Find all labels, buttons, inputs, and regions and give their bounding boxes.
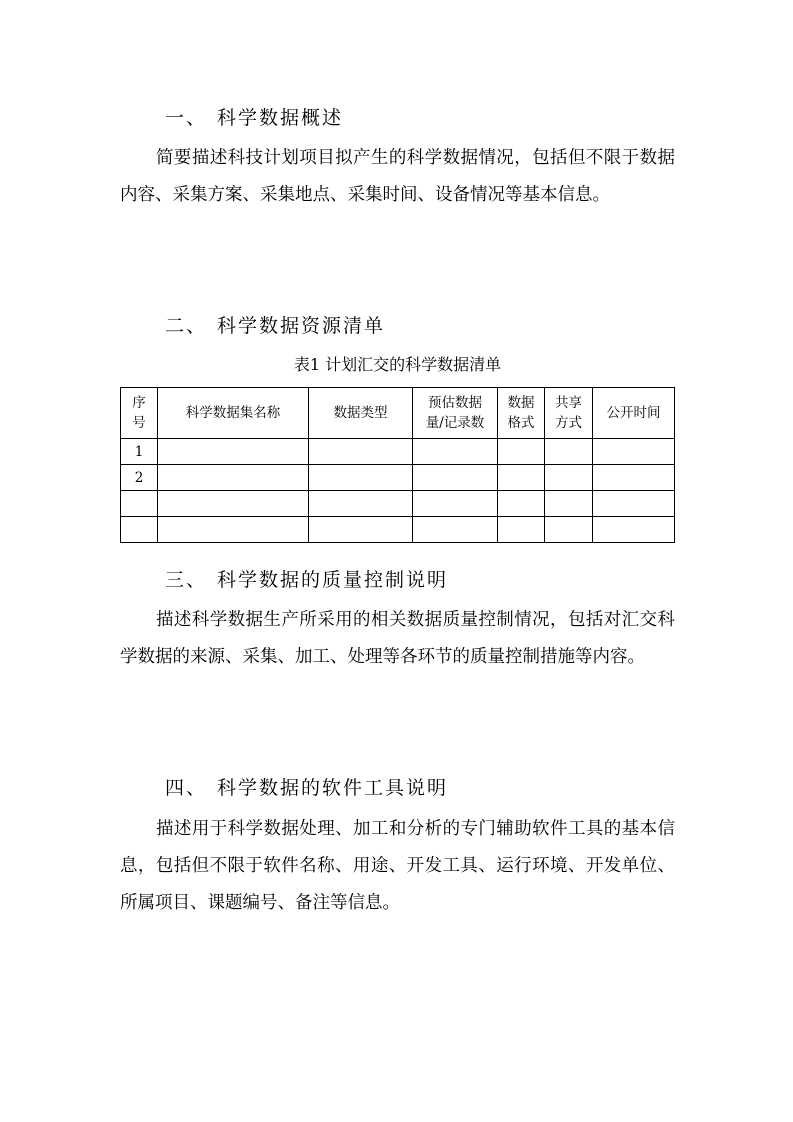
table-cell: [158, 439, 309, 465]
section-3-title: 科学数据的质量控制说明: [217, 569, 449, 591]
table-cell: [121, 517, 158, 543]
table-cell: [158, 465, 309, 491]
table-cell: 2: [121, 465, 158, 491]
section-3-number: 三、: [165, 569, 208, 591]
header-cell-data-type: 数据类型: [309, 388, 413, 439]
section-4-body: 描述用于科学数据处理、加工和分析的专门辅助软件工具的基本信息，包括但不限于软件名称、用途、开发工具、运行环境、开发单位、所属项目、课题编号、备注等信息。: [120, 819, 675, 913]
table-cell: [158, 517, 309, 543]
table-cell: [158, 491, 309, 517]
table-cell: [498, 439, 545, 465]
header-cell-publish-time: 公开时间: [593, 388, 675, 439]
table-cell: [413, 465, 498, 491]
section-4-heading: [165, 776, 448, 800]
header-cell-data-format: 数据格式: [498, 388, 545, 439]
table-cell: [309, 439, 413, 465]
table-row: [121, 439, 675, 465]
table-cell: [121, 491, 158, 517]
table-cell: [545, 491, 593, 517]
table-row: [121, 491, 675, 517]
table-cell: [309, 465, 413, 491]
table-cell: [593, 491, 675, 517]
table-row: [121, 465, 675, 491]
table-cell: [498, 517, 545, 543]
header-cell-data-volume: 预估数据量/记录数: [413, 388, 498, 439]
data-list-table: [120, 387, 675, 543]
table-cell: [309, 517, 413, 543]
header-cell-dataset-name: 科学数据集名称: [158, 388, 309, 439]
section-4-number: 四、: [165, 777, 208, 799]
table-cell: [498, 465, 545, 491]
table-cell: [545, 517, 593, 543]
table-caption: 表1 计划汇交的科学数据清单: [293, 355, 502, 374]
table-cell: 1: [121, 439, 158, 465]
section-1-heading: [165, 106, 343, 130]
section-1-title: 科学数据概述: [217, 107, 344, 129]
section-2-title: 科学数据资源清单: [217, 315, 386, 337]
table-cell: [498, 491, 545, 517]
table-cell: [545, 465, 593, 491]
table-row: [121, 517, 675, 543]
header-cell-share-method: 共享方式: [545, 388, 593, 439]
table-cell: [309, 491, 413, 517]
section-2-heading: [165, 314, 385, 338]
section-1-body: 简要描述科技计划项目拟产生的科学数据情况，包括但不限于数据内容、采集方案、采集地点、采集时间、设备情况等基本信息。: [120, 148, 675, 205]
section-3-body: 描述科学数据生产所采用的相关数据质量控制情况，包括对汇交科学数据的来源、采集、加工、处理等各环节的质量控制措施等内容。: [120, 610, 675, 667]
table-cell: [545, 439, 593, 465]
table-cell: [413, 517, 498, 543]
section-3-heading: [165, 568, 448, 592]
table-cell: [593, 439, 675, 465]
table-header-row: [121, 388, 675, 439]
table-cell: [593, 465, 675, 491]
section-2-number: 二、: [165, 315, 208, 337]
section-4-title: 科学数据的软件工具说明: [217, 777, 449, 799]
section-1-number: 一、: [165, 107, 208, 129]
table-cell: [413, 439, 498, 465]
header-cell-seq: 序号: [121, 388, 158, 439]
table-cell: [413, 491, 498, 517]
table-cell: [593, 517, 675, 543]
